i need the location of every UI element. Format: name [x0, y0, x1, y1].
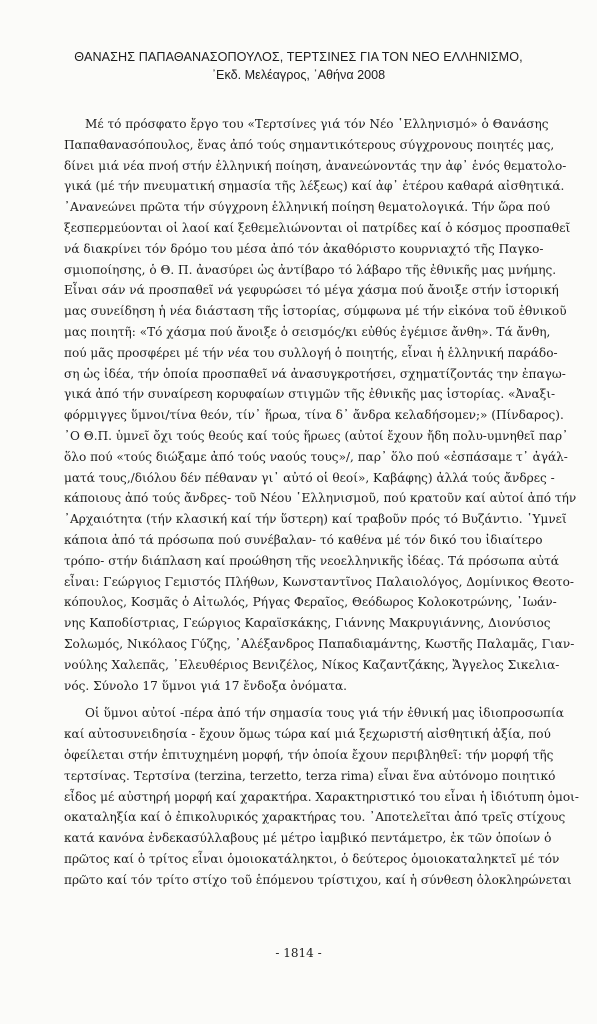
text-line: φόρμιγγες ὕμνοι/τίνα θεόν, τίν᾿ ἥρωα, τίνα δ᾿ ἄνδρα κελαδήσομεν;» (Πίνδαρος). — [64, 408, 564, 423]
text-line: ᾿Αρχαιότητα (τήν κλασική καί τήν ὕστερη) καί τραβοῦν πρός τό Βυζάντιο. ῾Υμνεῖ — [64, 512, 567, 527]
text-line: οκαταληξία καί ὁ ἐπικολυρικός χαρακτήρας του. ᾿Αποτελεῖται ἀπό τρεῖς στίχους — [64, 810, 566, 825]
text-line: τερτσίνας. Τερτσίνα (terzina, terzetto, terza rima) εἶναι ἕνα αὐτόνομο ποιητικό — [64, 768, 556, 783]
text-line: νός. Σύνολο 17 ὕμνοι γιά 17 ἔνδοξα ὀνόματα. — [64, 678, 348, 693]
text-line: ὅλο πού «τούς διώξαμε ἀπό τούς ναούς τους»/, παρ᾿ ὅλο πού «ἐσπάσαμε τ᾿ ἀγάλ- — [64, 449, 568, 464]
article-body — [64, 114, 579, 890]
text-line: κατά κανόνα ἐνδεκασύλλαβους μέ μέτρο ἰαμβικό πεντάμετρο, ἐκ τῶν ὁποίων ὁ — [64, 831, 552, 846]
text-line: Παπαθανασόπουλος, ἕνας ἀπό τούς σημαντικότερους σύγχρονους ποιητές μας, — [64, 137, 555, 152]
text-line: κάποια ἀπό τά πρόσωπα πού συνέβαλαν- τό καθένα μέ τόν δικό του ἰδιαίτερο — [64, 532, 543, 547]
text-line: εἶδος μέ αὐστηρή μορφή καί χαρακτήρα. Χαρακτηριστικό του εἶναι ἡ ἰδιότυπη ὁμοι- — [64, 789, 579, 804]
text-line: νά διακρίνει τόν δρόμο του μέσα ἀπό τόν ἀκαθόριστο κουρνιαχτό τῆς Παγκο- — [64, 241, 544, 256]
text-line: νης Καποδίστριας, Γεώργιος Καραϊσκάκης, Γιάννης Μακρυγιάννης, Διονύσιος — [64, 616, 551, 631]
text-line: ση ὡς ἰδέα, τήν ὁποία προσπαθεῖ νά ἀνασυγκροτήσει, σχηματίζοντάς την ἐπαγω- — [64, 366, 566, 381]
book-title: ΘΑΝΑΣΗΣ ΠΑΠΑΘΑΝΑΣΟΠΟΥΛΟΣ, ΤΕΡΤΣΙΝΕΣ ΓΙΑ ΤΟΝ ΝΕΟ ΕΛΛΗΝΙΣΜΟ, — [74, 50, 523, 64]
text-line: γικά (μέ τήν πνευματική σημασία τῆς λέξεως) καί ἀφ᾿ ἑτέρου καθαρά αἰσθητικά. — [64, 179, 565, 194]
text-line: νούλης Χαλεπᾶς, ᾿Ελευθέριος Βενιζέλος, Νίκος Καζαντζάκης, Ἄγγελος Σικελια- — [64, 657, 560, 672]
paragraph — [64, 703, 579, 890]
text-line: δίνει μιά νέα πνοή στήν ἑλληνική ποίηση, ἀνανεώνοντάς την ἀφ᾿ ἑνός θεματολο- — [64, 158, 567, 173]
text-line: μας ποιητῆ: «Τό χάσμα πού ἄνοιξε ὁ σεισμός/κι εὐθύς ἐγέμισε ἄνθη». Τά ἄνθη, — [64, 324, 551, 339]
text-line: πού μᾶς προσφέρει μέ τήν νέα του συλλογή ὁ ποιητής, εἶναι ἡ ἑλληνική παράδο- — [64, 345, 558, 360]
text-line: κόπουλος, Κοσμᾶς ὁ Αἰτωλός, Ρήγας Φεραῖος, Θεόδωρος Κολοκοτρώνης, ᾿Ιωάν- — [64, 595, 557, 610]
publisher-line: ᾿Εκδ. Μελέαγρος, ᾿Αθήνα 2008 — [211, 68, 386, 82]
text-line: γικά ἀπό τήν συναίρεση κορυφαίων στιγμῶν τῆς ἐθνικῆς μας ἱστορίας. «Ἀναξι- — [64, 387, 556, 402]
text-line: μας συνείδηση ἡ νέα διάσταση τῆς ἱστορίας, σύμφωνα μέ τήν εἰκόνα τοῦ ἐθνικοῦ — [64, 304, 567, 319]
text-line: εἶναι: Γεώργιος Γεμιστός Πλήθων, Κωνσταντῖνος Παλαιολόγος, Δομίνικος Θεοτο- — [64, 574, 574, 589]
text-line: Οἱ ὕμνοι αὐτοί -πέρα ἀπό τήν σημασία τους γιά τήν ἐθνική μας ἰδιοπροσωπία — [85, 706, 564, 721]
text-line: ξεσπερμεύονται οἱ λαοί καί ξεθεμελιώνονται οἱ πατρίδες καί ὁ κόσμος προσπαθεῖ — [64, 220, 571, 235]
text-line: Σολωμός, Νικόλαος Γύζης, ᾿Αλέξανδρος Παπαδιαμάντης, Κωστῆς Παλαμᾶς, Γιαν- — [64, 636, 575, 651]
text-line: ᾿Ο Θ.Π. ὑμνεῖ ὄχι τούς θεούς καί τούς ἥρωες (αὐτοί ἔχουν ἤδη πολυ-υμνηθεῖ παρ᾿ — [64, 428, 569, 443]
text-line: καί αὐτοσυνειδησία - ἔχουν ὅμως τώρα καί μιά ξεχωριστή αἰσθητική ἀξία, πού — [64, 727, 551, 742]
page-number: - 1814 - — [275, 946, 322, 960]
text-line: Εἶναι σάν νά προσπαθεῖ νά γεφυρώσει τό μέγα χάσμα πού ἄνοιξε στήν ἱστορική — [64, 283, 559, 298]
paragraph — [64, 114, 577, 696]
text-line: ᾿Ανανεώνει πρῶτα τήν σύγχρονη ἑλληνική ποίηση θεματολογικά. Τήν ὥρα πού — [64, 200, 551, 215]
book-review-header — [0, 48, 597, 84]
paragraph-gap — [64, 696, 536, 703]
text-line: κάποιους ἀπό τούς ἄνδρες- τοῦ Νέου ῾Ελληνισμοῦ, πού κρατοῦν καί αὐτοί ἀπό τήν — [64, 491, 577, 506]
text-line: τρόπο- στήν διάπλαση καί προώθηση τῆς νεοελληνικῆς ἰδέας. Τά πρόσωπα αὐτά — [64, 553, 559, 568]
text-line: ὀφείλεται στήν ἐπιτυχημένη μορφή, τήν ὁποία ἔχουν περιβληθεῖ: τήν μορφή τῆς — [64, 747, 554, 762]
text-line: Μέ τό πρόσφατο ἔργο του «Τερτσίνες γιά τόν Νέο ῾Ελληνισμό» ὁ Θανάσης — [85, 117, 549, 131]
text-line: σμιοποίησης, ὁ Θ. Π. ἀνασύρει ὡς ἀντίβαρο τό λάβαρο τῆς ἐθνικῆς μας μνήμης. — [64, 262, 557, 277]
text-line: ματά τους,/διόλου δέν πέθαναν γι᾿ αὐτό οἱ θεοί», Καβάφης) ἀλλά τούς ἄνδρες - — [64, 470, 555, 485]
text-line: πρῶτο καί τόν τρίτο στίχο τοῦ ἑπόμενου τρίστιχου, καί ἡ σύνθεση ὁλοκληρώνεται — [64, 872, 572, 887]
text-line: πρῶτος καί ὁ τρίτος εἶναι ὁμοιοκατάληκτοι, ὁ δεύτερος ὁμοιοκαταληκτεῖ μέ τόν — [64, 851, 560, 866]
